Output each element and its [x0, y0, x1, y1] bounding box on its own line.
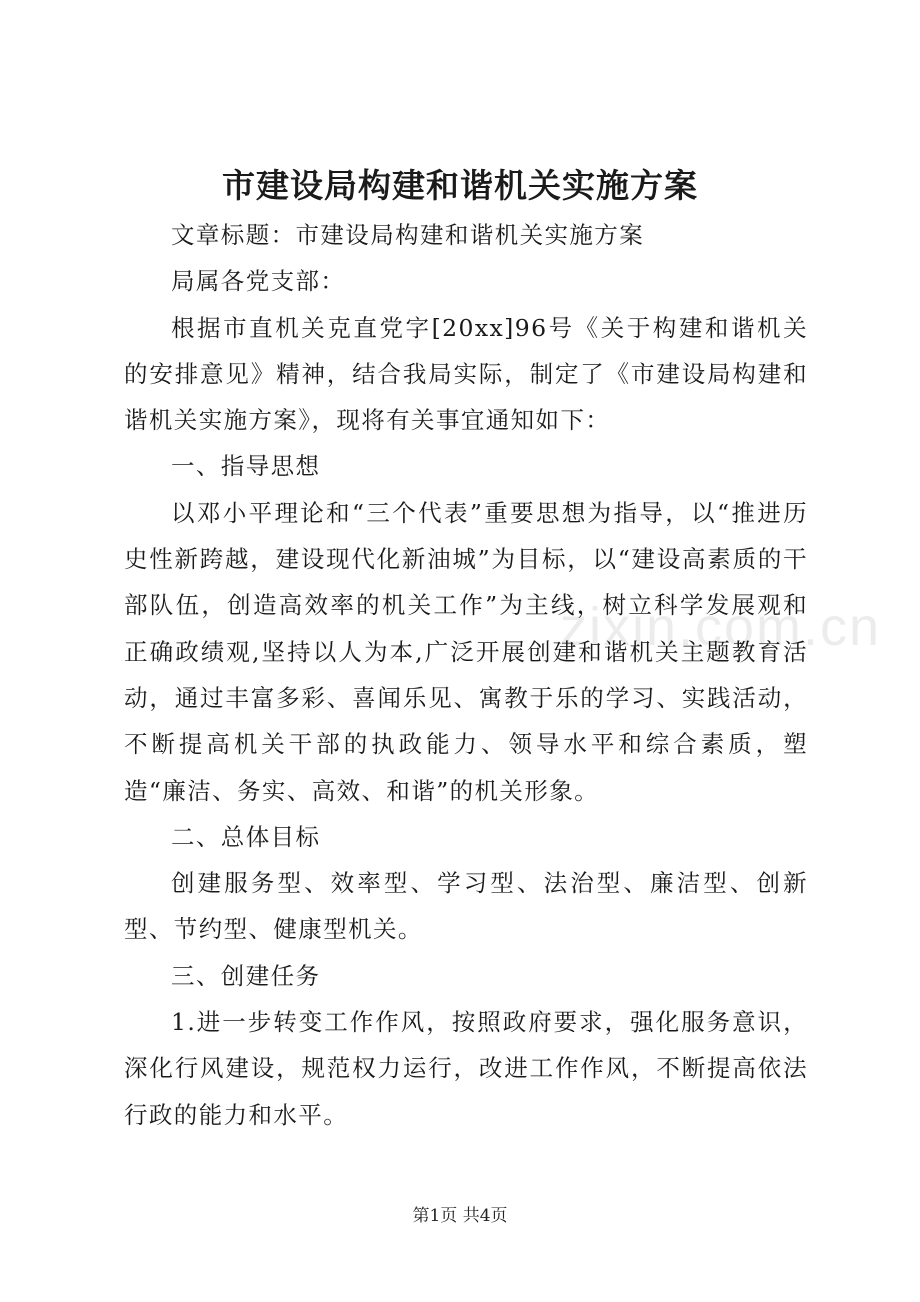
guiding-ideology-paragraph: 以邓小平理论和“三个代表”重要思想为指导，以“推进历史性新跨越，建设现代化新油城”为目标，以“建设高素质的干部队伍，创造高效率的机关工作”为主线，树立科学发展观和正确政绩观,坚持以人为本,广泛开展创建和谐机关主题教育活动，通过丰富多彩、喜闻乐见、寓教于乐的学习、实践活动，不断提高机关干部的执政能力、领导水平和综合素质，塑造“廉洁、务实、高效、和谐”的机关形象。	[124, 498, 808, 805]
watermark: zixin.com.cn	[560, 597, 882, 657]
overall-goal-paragraph: 创建服务型、效率型、学习型、法治型、廉洁型、创新型、节约型、健康型机关。	[124, 869, 808, 944]
section-heading-tasks: 三、创建任务	[171, 961, 321, 990]
section-heading-guiding-ideology: 一、指导思想	[171, 452, 321, 481]
salutation: 局属各党支部：	[171, 267, 346, 296]
task-item-1: 1.进一步转变工作作风，按照政府要求，强化服务意识，深化行风建设，规范权力运行，改进工作作风，不断提高依法行政的能力和水平。	[124, 1008, 808, 1129]
page-footer: 第1页 共4页	[412, 1206, 508, 1226]
document-title: 市建设局构建和谐机关实施方案	[222, 166, 698, 205]
article-title-line: 文章标题：市建设局构建和谐机关实施方案	[171, 221, 645, 249]
section-heading-overall-goal: 二、总体目标	[171, 822, 321, 851]
intro-paragraph: 根据市直机关克直党字[20xx]96号《关于构建和谐机关的安排意见》精神，结合我局实际，制定了《市建设局构建和谐机关实施方案》，现将有关事宜通知如下：	[124, 313, 808, 435]
document-body	[124, 212, 808, 1138]
